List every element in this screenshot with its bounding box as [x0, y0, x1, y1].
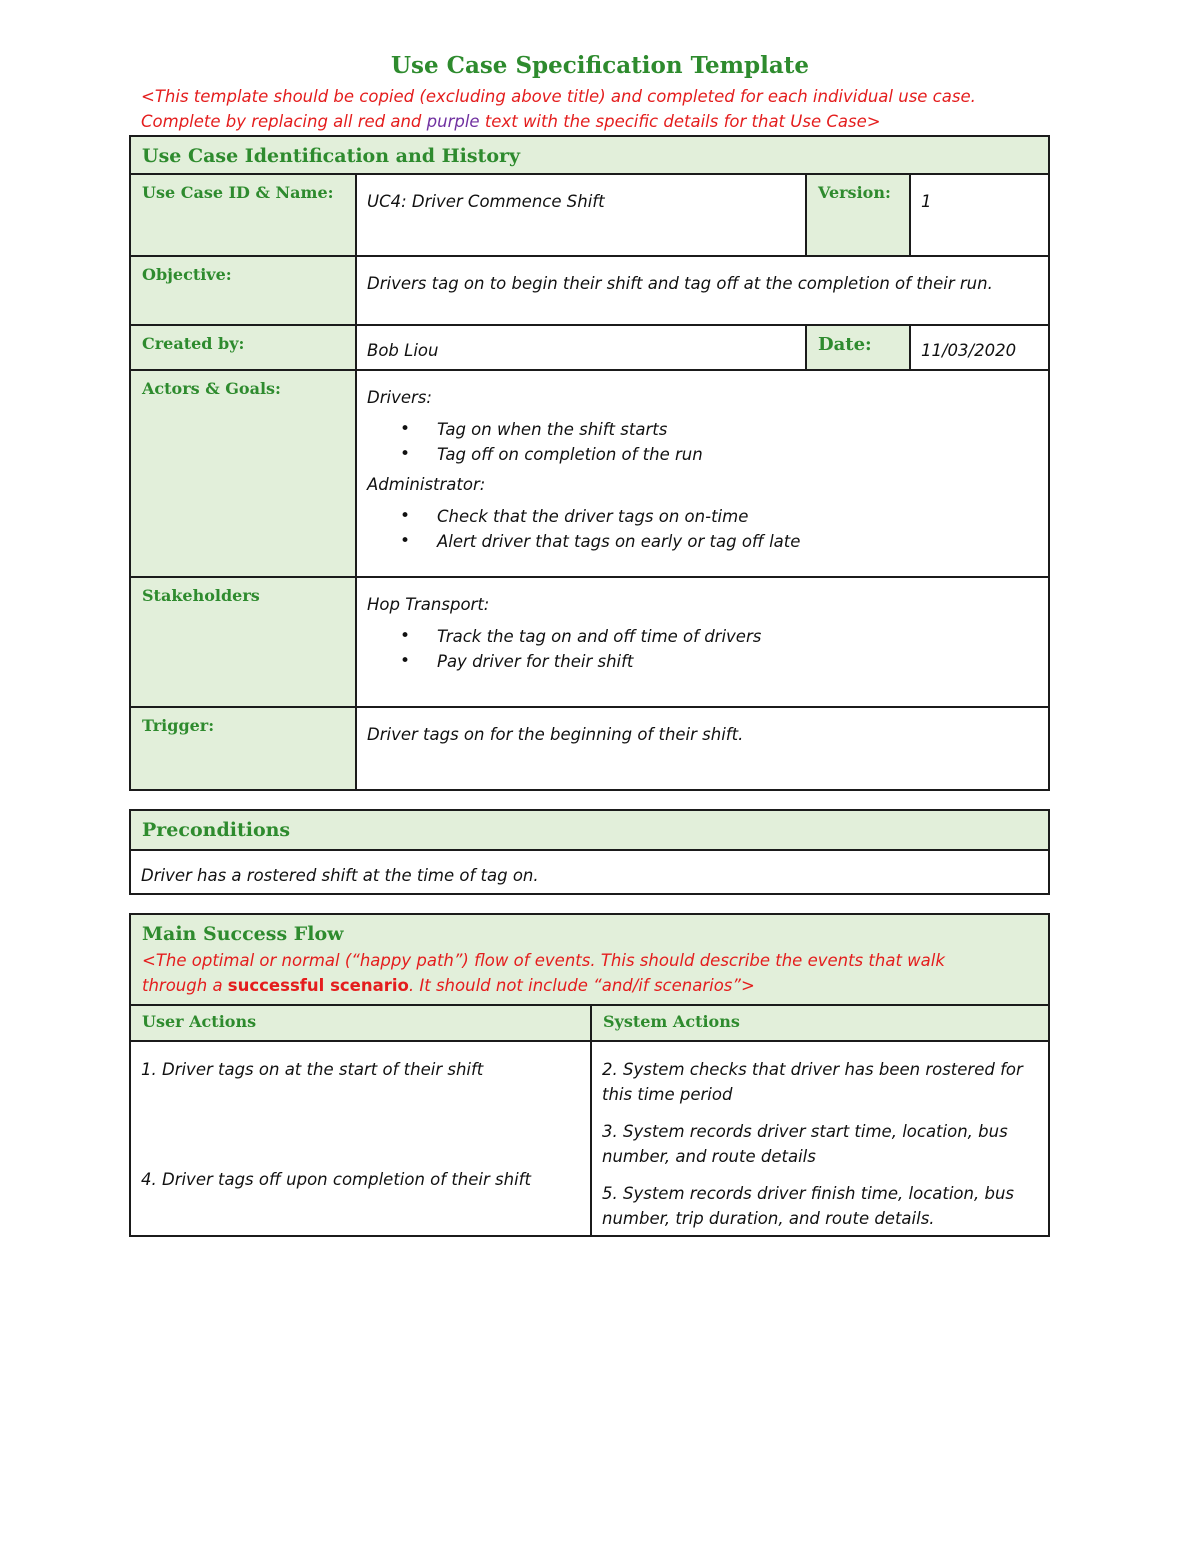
version-label: Version: [818, 183, 891, 202]
actors-label-cell [130, 370, 356, 577]
user-actions-cell [130, 1041, 591, 1236]
id-label: Use Case ID & Name: [142, 183, 334, 202]
instruction-prefix: through a [142, 976, 228, 995]
date-value-cell [910, 325, 1049, 370]
preconditions-value-cell [130, 850, 1049, 894]
stakeholder-name: Hop Transport: [367, 595, 490, 614]
system-actions-list [592, 1042, 1048, 1231]
system-actions-header: System Actions [603, 1012, 740, 1031]
id-value-cell [356, 174, 806, 256]
actor-goal: • Tag off on completion of the run [437, 442, 1038, 467]
template-instruction-line-2 [141, 112, 1061, 131]
actors-value-cell [356, 370, 1049, 577]
main-flow-instruction-line-2 [131, 973, 1048, 998]
user-actions-header: User Actions [142, 1012, 257, 1031]
objective-value: Drivers tag on to begin their shift and tag off at the completion of their run. [367, 274, 993, 293]
version-value: 1 [921, 192, 932, 211]
actor-name: Administrator: [367, 475, 486, 494]
stakeholders-list [357, 578, 1048, 674]
system-action: 3. System records driver start time, location, bus number, and route details [602, 1122, 1008, 1166]
instruction-suffix: text with the specific details for that Use Case> [479, 112, 881, 131]
main-flow-instruction-line-1: <The optimal or normal (“happy path”) flow of events. This should describe the events that walk [142, 951, 945, 970]
actors-label: Actors & Goals: [142, 379, 281, 398]
actor-goal: • Alert driver that tags on early or tag off late [437, 529, 1038, 554]
user-action: 4. Driver tags off upon completion of their shift [141, 1170, 531, 1189]
preconditions-heading: Preconditions [142, 819, 291, 841]
system-action: 5. System records driver finish time, location, bus number, trip duration, and route details. [602, 1184, 1015, 1228]
main-flow-heading: Main Success Flow [142, 923, 344, 945]
created-value: Bob Liou [367, 341, 439, 360]
actor-goal: • Check that the driver tags on on-time [437, 504, 1038, 529]
instruction-bold: successful scenario [227, 976, 409, 995]
stakeholders-label-cell [130, 577, 356, 707]
instruction-purple-word: purple [426, 112, 480, 131]
stakeholder-goals [367, 624, 1038, 674]
preconditions-value: Driver has a rostered shift at the time of tag on. [141, 866, 539, 885]
identification-heading-cell [130, 136, 1049, 174]
system-action: 2. System checks that driver has been rostered for this time period [602, 1060, 1023, 1104]
created-label-cell [130, 325, 356, 370]
actor-goal: • Tag on when the shift starts [437, 417, 1038, 442]
instruction-suffix: . It should not include “and/if scenarios”> [408, 976, 755, 995]
trigger-value-cell [356, 707, 1049, 790]
actors-list [357, 371, 1048, 554]
user-action: 1. Driver tags on at the start of their shift [141, 1060, 484, 1079]
date-label-cell [806, 325, 910, 370]
objective-label-cell [130, 256, 356, 325]
identification-table [129, 135, 1050, 791]
instruction-prefix: Complete by replacing all red and [141, 112, 427, 131]
date-value: 11/03/2020 [921, 341, 1017, 360]
trigger-label-cell [130, 707, 356, 790]
preconditions-heading-cell [130, 810, 1049, 850]
trigger-value: Driver tags on for the beginning of their shift. [367, 725, 744, 744]
objective-label: Objective: [142, 265, 232, 284]
main-flow-heading-cell [130, 914, 1049, 1005]
version-label-cell [806, 174, 910, 256]
template-instruction-line-1: <This template should be copied (excluding above title) and completed for each individual use case. [141, 87, 976, 106]
version-value-cell [910, 174, 1049, 256]
date-label: Date: [818, 334, 872, 355]
created-value-cell [356, 325, 806, 370]
system-actions-header-cell [591, 1005, 1049, 1041]
identification-heading: Use Case Identification and History [142, 145, 521, 167]
actor-name: Drivers: [367, 388, 432, 407]
id-label-cell [130, 174, 356, 256]
user-actions-header-cell [130, 1005, 591, 1041]
preconditions-table [129, 809, 1050, 895]
stakeholders-value-cell [356, 577, 1049, 707]
actor-goals [367, 504, 1038, 554]
stakeholder-goal: • Pay driver for their shift [437, 649, 1038, 674]
actor-goals [367, 417, 1038, 467]
id-value: UC4: Driver Commence Shift [367, 192, 605, 211]
objective-value-cell [356, 256, 1049, 325]
trigger-label: Trigger: [142, 716, 215, 735]
stakeholders-label: Stakeholders [142, 586, 260, 605]
stakeholder-goal: • Track the tag on and off time of drivers [437, 624, 1038, 649]
user-actions-list [131, 1042, 590, 1192]
main-flow-table [129, 913, 1050, 1237]
created-label: Created by: [142, 334, 245, 353]
page-title: Use Case Specification Template [391, 52, 809, 79]
system-actions-cell [591, 1041, 1049, 1236]
